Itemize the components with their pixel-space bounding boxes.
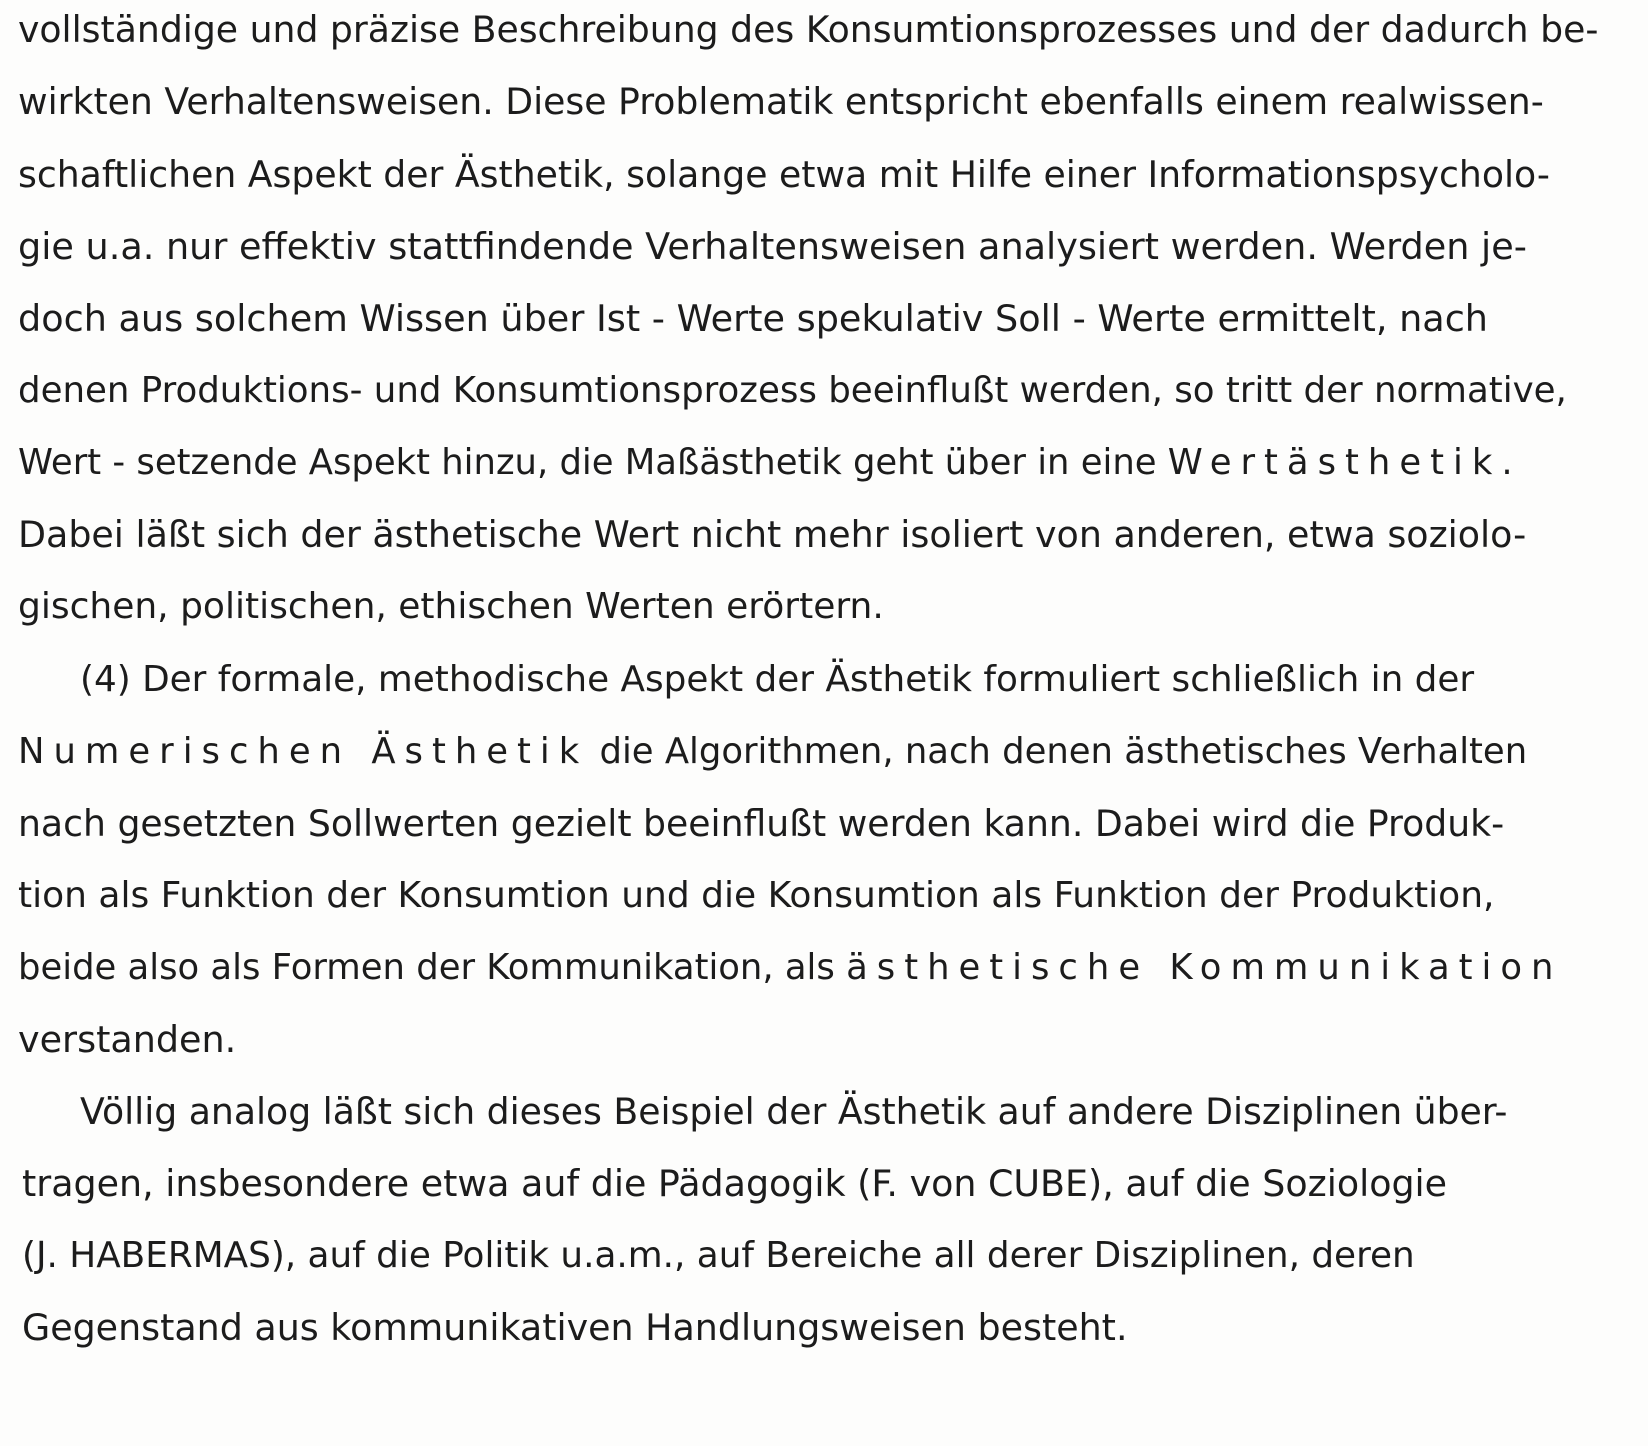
text-line xyxy=(18,225,1527,269)
text-line xyxy=(18,441,1513,485)
text-run: die Algorithmen, nach denen ästhetisches Verhalten xyxy=(588,731,1528,772)
text-line xyxy=(18,8,1598,52)
text-line xyxy=(80,658,1474,702)
text-run: tion als Funktion der Konsumtion und die Konsumtion als Funktion der Produktion, xyxy=(18,875,1495,916)
text-run: nach gesetzten Sollwerten gezielt beeinflußt werden kann. Dabei wird die Produk- xyxy=(18,802,1505,845)
text-line xyxy=(22,1234,1415,1278)
text-run: Dabei läßt sich der ästhetische Wert nicht mehr isoliert von anderen, etwa soziolo- xyxy=(18,513,1527,556)
text-run: Gegenstand aus kommunikativen Handlungsweisen besteht. xyxy=(22,1306,1128,1349)
text-run: schaftlichen Aspekt der Ästhetik, solange etwa mit Hilfe einer Informationspsycholo- xyxy=(18,153,1550,196)
text-line xyxy=(18,369,1567,413)
text-line xyxy=(18,946,1562,990)
text-line xyxy=(18,153,1550,197)
text-run: (J. HABERMAS), auf die Politik u.a.m., auf Bereiche all derer Disziplinen, deren xyxy=(22,1235,1415,1276)
text-run: vollständige und präzise Beschreibung des Konsumtionsprozesses und der dadurch be- xyxy=(18,8,1599,51)
text-run: Völlig analog läßt sich dieses Beispiel der Ästhetik auf andere Disziplinen über- xyxy=(80,1090,1508,1133)
text-run: tragen, insbesondere etwa auf die Pädagogik (F. von CUBE), auf die Soziologie xyxy=(22,1162,1448,1205)
text-run: Wert - setzende Aspekt hinzu, die Maßästhetik geht über in eine xyxy=(18,442,1168,483)
text-run: beide also als Formen der Kommunikation, als xyxy=(18,947,847,988)
text-run: doch aus solchem Wissen über Ist - Werte spekulativ Soll - Werte ermittelt, nach xyxy=(18,297,1488,340)
spaced-emphasis: ästhetische Kommunikation xyxy=(846,947,1563,988)
text-line xyxy=(80,1090,1507,1134)
text-line xyxy=(18,730,1527,774)
text-line xyxy=(18,513,1526,557)
text-run: (4) Der formale, methodische Aspekt der Ästhetik formuliert schließlich in der xyxy=(80,659,1475,700)
text-line xyxy=(18,297,1488,341)
text-line xyxy=(18,80,1544,124)
text-line xyxy=(18,585,884,629)
text-run: . xyxy=(1501,442,1513,483)
text-run: gie u.a. nur effektiv stattfindende Verhaltensweisen analysiert werden. Werden je- xyxy=(18,225,1527,268)
text-line xyxy=(18,1018,236,1062)
text-line xyxy=(22,1306,1128,1350)
text-run: denen Produktions- und Konsumtionsprozess beeinflußt werden, so tritt der normative, xyxy=(18,370,1567,411)
text-line xyxy=(18,802,1504,846)
text-run: wirkten Verhaltensweisen. Diese Problematik entspricht ebenfalls einem realwissen- xyxy=(18,80,1544,123)
text-line xyxy=(22,1162,1447,1206)
text-line xyxy=(18,874,1494,918)
spaced-emphasis: Wertästhetik xyxy=(1167,442,1502,483)
text-run: verstanden. xyxy=(18,1018,237,1061)
spaced-emphasis: Numerischen Ästhetik xyxy=(18,731,589,772)
text-run: gischen, politischen, ethischen Werten erörtern. xyxy=(18,586,884,627)
